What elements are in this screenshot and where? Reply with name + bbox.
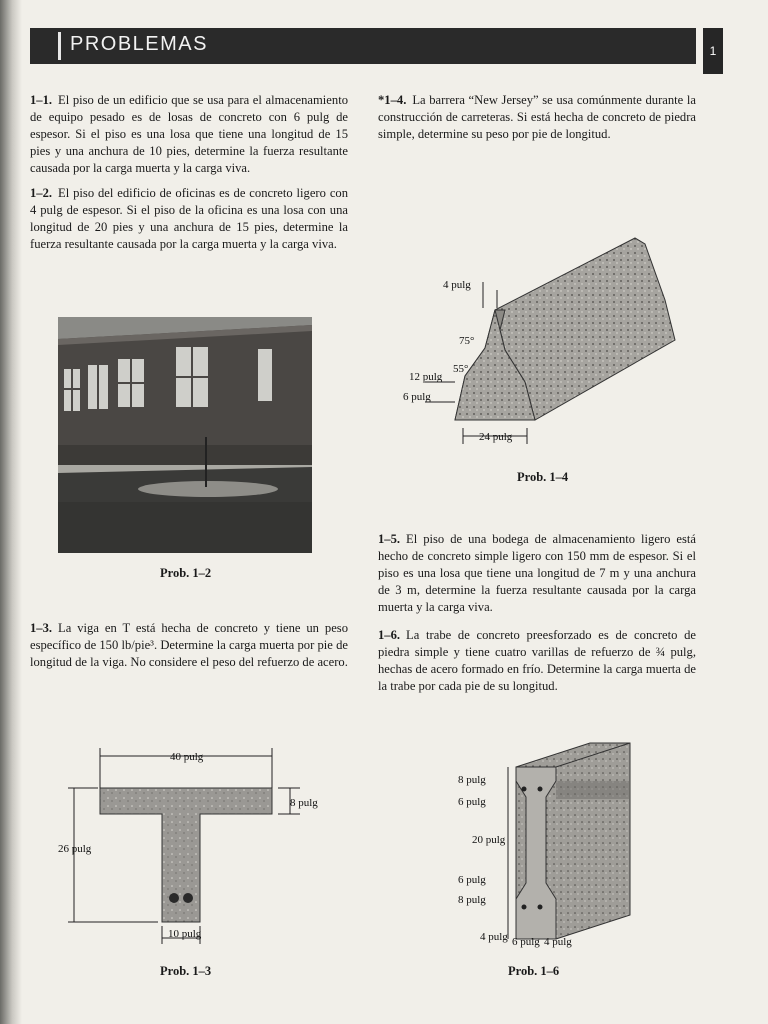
problem-text: La barrera “New Jersey” se usa comúnmente durante la construcción de carreteras. Si está hecha de concreto de piedra simple, determine su peso por pie de longitud.	[378, 93, 696, 141]
building-photo	[58, 317, 312, 553]
dim-web: 10 pulg	[168, 928, 202, 940]
page-edge-shadow	[0, 0, 22, 1024]
dim-6-top: 6 pulg	[458, 796, 486, 808]
problem-text: El piso de una bodega de almacenamiento ligero está hecho de concreto simple ligero con 150 mm de espesor. Si el piso es una losa que tiene una longitud de 7 m y una anchura de 3 m, determine la fuerza resultante causada por la carga muerta y la carga viva.	[378, 532, 696, 614]
problem-number: 1–2.	[30, 186, 53, 200]
problem-number: 1–3.	[30, 621, 53, 635]
problem-1-4	[378, 92, 696, 143]
dim-top: 4 pulg	[443, 279, 471, 291]
problem-number: 1–5.	[378, 532, 401, 546]
dim-height: 26 pulg	[58, 843, 92, 855]
problem-1-3	[30, 620, 348, 671]
problem-text: La viga en T está hecha de concreto y tiene un peso específico de 150 lb/pie³. Determine la carga muerta por pie de longitud de la viga. No considere el peso del refuerzo de acero.	[30, 621, 348, 669]
dim-6-bottom: 6 pulg	[458, 874, 486, 886]
header-accent-stripe	[58, 32, 61, 60]
problem-number: *1–4.	[378, 93, 407, 107]
caption-prob-1-2: Prob. 1–2	[160, 566, 212, 580]
caption-prob-1-3: Prob. 1–3	[160, 964, 212, 978]
problem-1-5	[378, 531, 696, 616]
section-title: PROBLEMAS	[70, 33, 208, 55]
problem-number: 1–6.	[378, 628, 401, 642]
problem-text: El piso de un edificio que se usa para el almacenamiento de equipo pesado es de losas de concreto con 6 pulg de espesor. Si el piso es una losa que tiene una longitud de 15 pies y una anchura de 10 pies, determine la fuerza resultante causada por la carga muerta y la carga viva.	[30, 93, 348, 175]
problem-1-1	[30, 92, 348, 177]
dim-8-top: 8 pulg	[458, 774, 486, 786]
angle-75: 75°	[459, 335, 475, 347]
barrier-figure	[395, 230, 685, 455]
problem-text: La trabe de concreto preesforzado es de concreto de piedra simple y tiene cuatro varillas de refuerzo de ¾ pulg, hechas de acero formado en frío. Determine la carga muerta de la trabe por cada pie de su longitud.	[378, 628, 696, 693]
dim-4-right: 4 pulg	[544, 936, 572, 948]
dim-8-bottom: 8 pulg	[458, 894, 486, 906]
page-number-tab: 1	[703, 28, 723, 74]
dim-6: 6 pulg	[403, 391, 431, 403]
problem-1-6	[378, 627, 696, 695]
t-beam-figure	[50, 740, 340, 960]
problem-number: 1–1.	[30, 93, 53, 107]
dim-base: 24 pulg	[479, 431, 513, 443]
angle-55: 55°	[453, 363, 469, 375]
problem-text: El piso del edificio de oficinas es de concreto ligero con 4 pulg de espesor. Si el piso de la oficina es una losa con una longitud de 20 pies y una anchura de 15 pies, determine la fuerza resultante causada por la carga muerta y la carga viva.	[30, 186, 348, 251]
problem-1-2	[30, 185, 348, 253]
girder-figure	[440, 735, 650, 955]
dim-top-width: 40 pulg	[170, 751, 204, 763]
caption-prob-1-4: Prob. 1–4	[517, 470, 569, 484]
dim-6-center: 6 pulg	[512, 936, 540, 948]
dim-4-left: 4 pulg	[480, 931, 508, 943]
dim-flange-thickness: 8 pulg	[290, 797, 318, 809]
building-photo-illustration	[58, 317, 312, 553]
dim-20: 20 pulg	[472, 834, 506, 846]
dim-12: 12 pulg	[409, 371, 443, 383]
caption-prob-1-6: Prob. 1–6	[508, 964, 560, 978]
